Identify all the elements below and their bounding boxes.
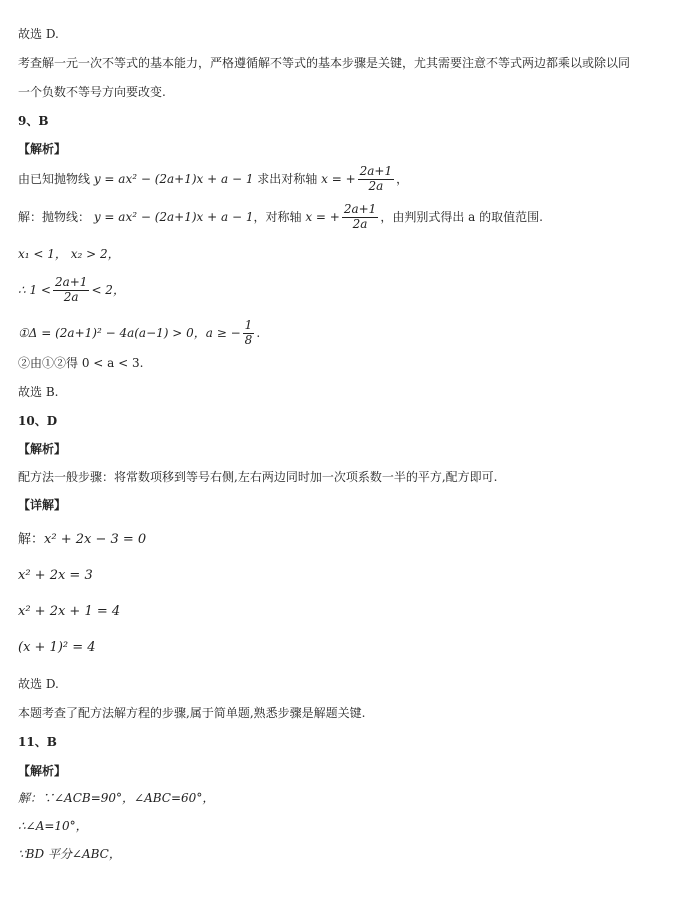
q9-answer xyxy=(18,384,58,400)
fraction xyxy=(358,165,394,194)
q9-line-1 xyxy=(18,165,408,194)
question-9-header xyxy=(18,113,49,129)
text: 求出对称轴 xyxy=(253,171,322,186)
math: ①Δ = (2a+1)² − 4a(a−1) > 0， xyxy=(18,325,206,340)
text: 【解析】 xyxy=(18,764,67,778)
text: 故选 B. xyxy=(18,385,59,399)
q11-line-1 xyxy=(18,790,214,806)
text: 【解析】 xyxy=(18,442,67,456)
q9-line-4 xyxy=(18,276,125,305)
question-10-header xyxy=(18,413,57,429)
q10-equation-2 xyxy=(18,568,93,584)
note-line-2 xyxy=(18,84,166,100)
numerator: 2a+1 xyxy=(343,202,377,216)
math: 解：∵∠ACB=90°，∠ABC=60°， xyxy=(18,791,215,805)
text: ， xyxy=(396,171,409,186)
denominator: 2a xyxy=(368,178,384,193)
q10-equation-3 xyxy=(18,604,120,620)
text: ，对称轴 xyxy=(253,209,306,224)
q10-equation-4 xyxy=(18,640,96,656)
math: ∴∠A=10°， xyxy=(18,819,88,833)
q10-analysis-label xyxy=(18,441,66,457)
numerator: 2a+1 xyxy=(359,164,393,178)
q10-note xyxy=(18,705,365,721)
fraction xyxy=(342,203,378,232)
q11-line-2 xyxy=(18,818,88,834)
denominator: 2a xyxy=(352,216,368,231)
q9-line-3 xyxy=(18,246,120,262)
q9-line-2 xyxy=(18,203,543,232)
text: 配方法一般步骤：将常数项移到等号右侧,左右两边同时加一次项系数一半的平方,配方即可. xyxy=(18,470,498,484)
math: x² + 2x + 1 = 4 xyxy=(18,604,121,619)
q9-line-6 xyxy=(18,355,143,371)
text: . xyxy=(256,325,261,340)
text: 本题考查了配方法解方程的步骤,属于简单题,熟悉步骤是解题关键. xyxy=(18,706,366,720)
text: 10、D xyxy=(18,414,58,428)
answer-line-8 xyxy=(18,26,59,42)
math: y = ax² − (2a+1)x + a − 1 xyxy=(93,171,254,186)
text: 11、B xyxy=(18,735,57,749)
math: x₁ < 1， x₂ > 2， xyxy=(18,247,120,261)
text: 故选 D. xyxy=(18,677,59,691)
note-line-1 xyxy=(18,55,630,71)
text: 由已知抛物线 xyxy=(18,171,94,186)
q9-line-5 xyxy=(18,319,260,348)
math: (x + 1)² = 4 xyxy=(18,640,96,655)
math: y = ax² − (2a+1)x + a − 1 xyxy=(93,209,254,224)
math: ∴ 1 < xyxy=(18,282,51,297)
fraction xyxy=(53,276,89,305)
math: ∵BD 平分∠ABC， xyxy=(18,847,121,861)
text: 故选 D. xyxy=(18,27,59,41)
text: 9、B xyxy=(18,114,49,128)
math: x² + 2x = 3 xyxy=(18,568,93,583)
q10-line-1 xyxy=(18,469,497,485)
numerator: 2a+1 xyxy=(54,275,88,289)
math: x² + 2x − 3 = 0 xyxy=(44,532,147,547)
question-11-header xyxy=(18,734,57,750)
math: x = + xyxy=(305,209,340,224)
text: ，由判别式得出 a 的取值范围. xyxy=(380,209,543,224)
numerator: 1 xyxy=(244,318,253,332)
q11-line-3 xyxy=(18,846,121,862)
text: 解：抛物线： xyxy=(18,209,94,224)
q10-detail-label xyxy=(18,497,66,513)
text: 解： xyxy=(18,532,45,547)
text: ②由①②得 0 < a < 3. xyxy=(18,356,144,370)
text: 【详解】 xyxy=(18,498,67,512)
q11-analysis-label xyxy=(18,763,66,779)
q10-equation-1 xyxy=(18,532,146,548)
fraction xyxy=(243,319,255,348)
math: < 2， xyxy=(91,282,125,297)
text: 【解析】 xyxy=(18,142,67,156)
denominator: 2a xyxy=(63,289,79,304)
denominator: 8 xyxy=(244,332,253,347)
math: a ≥ − xyxy=(205,325,241,340)
text: 考查解一元一次不等式的基本能力，严格遵循解不等式的基本步骤是关键，尤其需要注意不等式两边都乘以或除以同 xyxy=(18,56,631,70)
text: 一个负数不等号方向要改变. xyxy=(18,85,166,99)
math: x = + xyxy=(321,171,356,186)
q10-answer xyxy=(18,676,59,692)
q9-analysis-label xyxy=(18,141,66,157)
